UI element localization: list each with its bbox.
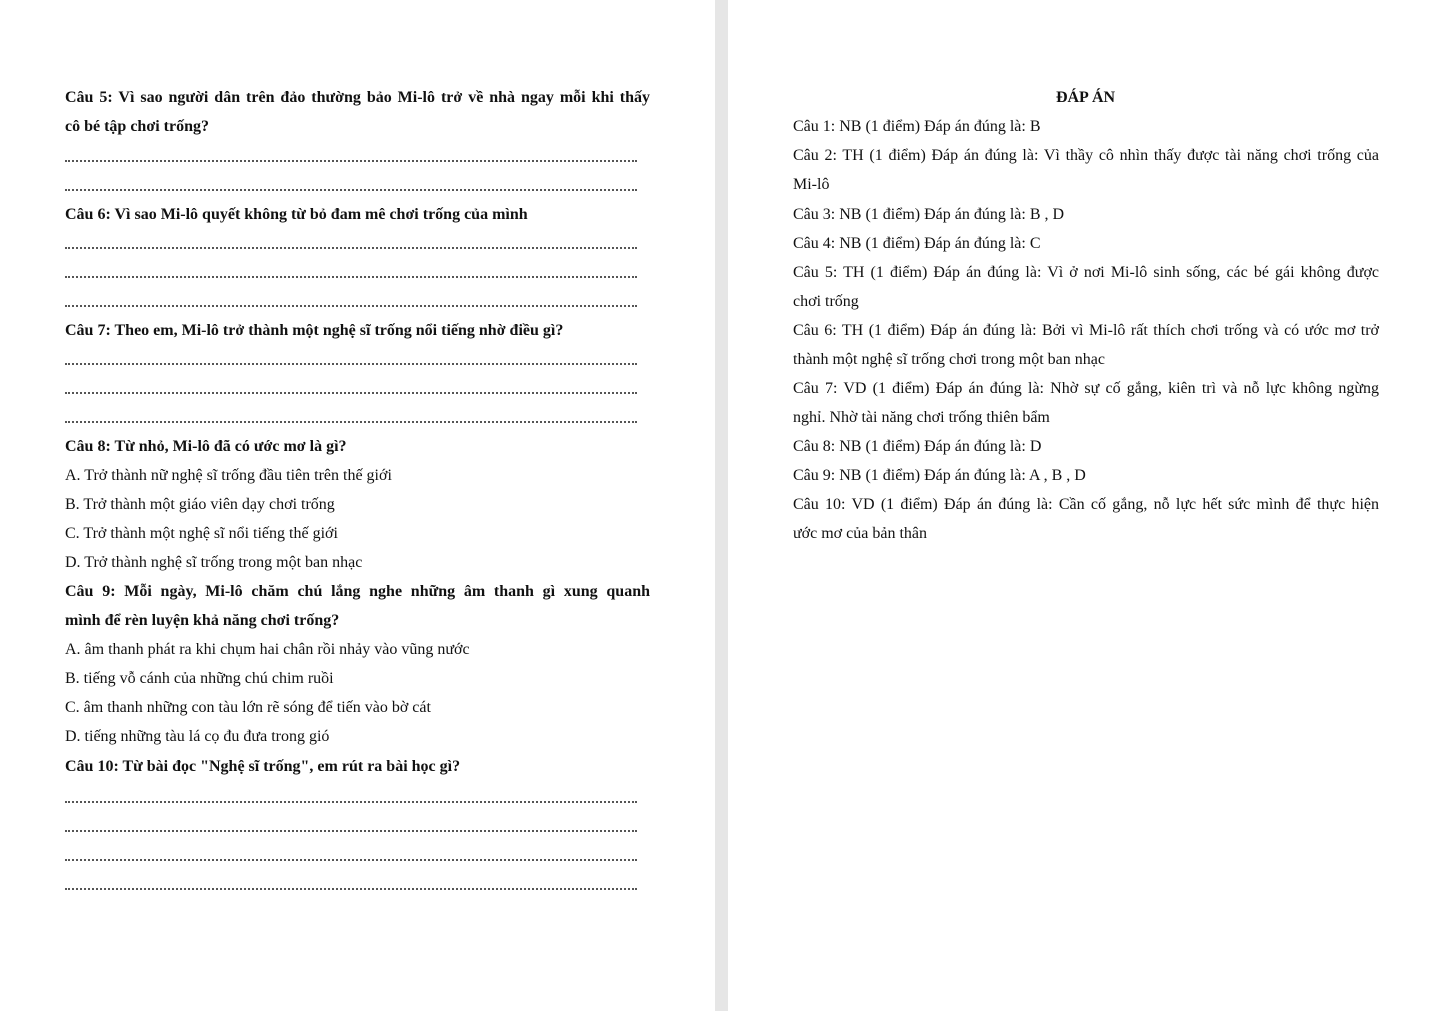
- question-9-option-c: C. âm thanh những con tàu lớn rẽ sóng để tiến vào bờ cát: [65, 699, 431, 716]
- answer-blank-line: [65, 820, 637, 832]
- question-10-title: Câu 10: Từ bài đọc "Nghệ sĩ trống", em rút ra bài học gì?: [65, 758, 461, 775]
- answer-item: Câu 6: TH (1 điểm) Đáp án đúng là: Bởi vì Mi-lô rất thích chơi trống và có ước mơ trở: [793, 322, 1379, 339]
- question-9-option-b: B. tiếng vỗ cánh của những chú chim ruồi: [65, 670, 334, 687]
- document-page-right: [728, 0, 1443, 1011]
- question-8-option-a: A. Trở thành nữ nghệ sĩ trống đầu tiên trên thế giới: [65, 467, 392, 484]
- document-page-left: [0, 0, 715, 1011]
- question-7-title: Câu 7: Theo em, Mi-lô trở thành một nghệ sĩ trống nổi tiếng nhờ điều gì?: [65, 322, 564, 339]
- answer-blank-line: [65, 849, 637, 861]
- answer-item-continuation: thành một nghệ sĩ trống chơi trong một ban nhạc: [793, 351, 1105, 368]
- answer-item: Câu 2: TH (1 điểm) Đáp án đúng là: Vì thầy cô nhìn thấy được tài năng chơi trống của: [793, 147, 1379, 164]
- question-9-title-line2: mình để rèn luyện khả năng chơi trống?: [65, 612, 340, 629]
- answer-blank-line: [65, 266, 637, 278]
- answer-item-continuation: nghỉ. Nhờ tài năng chơi trống thiên bẩm: [793, 409, 1050, 426]
- question-5-title-line2: cô bé tập chơi trống?: [65, 118, 209, 135]
- answer-blank-line: [65, 150, 637, 162]
- question-8-option-d: D. Trở thành nghệ sĩ trống trong một ban nhạc: [65, 554, 363, 571]
- question-9-title-line1: Câu 9: Mỗi ngày, Mi-lô chăm chú lắng nghe những âm thanh gì xung quanh: [65, 583, 650, 600]
- answer-blank-line: [65, 179, 637, 191]
- answer-blank-line: [65, 353, 637, 365]
- answer-item: Câu 3: NB (1 điểm) Đáp án đúng là: B , D: [793, 206, 1065, 223]
- answer-item: Câu 1: NB (1 điểm) Đáp án đúng là: B: [793, 118, 1041, 135]
- answer-blank-line: [65, 237, 637, 249]
- answer-item: Câu 10: VD (1 điểm) Đáp án đúng là: Cần cố gắng, nỗ lực hết sức mình để thực hiện: [793, 496, 1379, 513]
- answer-item: Câu 5: TH (1 điểm) Đáp án đúng là: Vì ở nơi Mi-lô sinh sống, các bé gái không được: [793, 264, 1379, 281]
- answer-item-continuation: chơi trống: [793, 293, 859, 310]
- answer-blank-line: [65, 382, 637, 394]
- question-6-title: Câu 6: Vì sao Mi-lô quyết không từ bỏ đam mê chơi trống của mình: [65, 206, 528, 223]
- answer-blank-line: [65, 878, 637, 890]
- answer-blank-line: [65, 791, 637, 803]
- answer-item: Câu 7: VD (1 điểm) Đáp án đúng là: Nhờ sự cố gắng, kiên trì và nỗ lực không ngừng: [793, 380, 1379, 397]
- answer-item: Câu 4: NB (1 điểm) Đáp án đúng là: C: [793, 235, 1041, 252]
- question-8-title: Câu 8: Từ nhỏ, Mi-lô đã có ước mơ là gì?: [65, 438, 347, 455]
- question-9-option-a: A. âm thanh phát ra khi chụm hai chân rồi nhảy vào vũng nước: [65, 641, 470, 658]
- question-9-option-d: D. tiếng những tàu lá cọ đu đưa trong gió: [65, 728, 330, 745]
- answer-item: Câu 9: NB (1 điểm) Đáp án đúng là: A , B , D: [793, 467, 1086, 484]
- question-5-title-line1: Câu 5: Vì sao người dân trên đảo thường bảo Mi-lô trở về nhà ngay mỗi khi thấy: [65, 89, 650, 106]
- answer-blank-line: [65, 295, 637, 307]
- answer-item-continuation: ước mơ của bản thân: [793, 525, 927, 542]
- answer-item-continuation: Mi-lô: [793, 176, 830, 193]
- answer-item: Câu 8: NB (1 điểm) Đáp án đúng là: D: [793, 438, 1042, 455]
- answer-key-heading: ĐÁP ÁN: [1055, 89, 1116, 106]
- question-8-option-b: B. Trở thành một giáo viên dạy chơi trống: [65, 496, 335, 513]
- question-8-option-c: C. Trở thành một nghệ sĩ nổi tiếng thế giới: [65, 525, 338, 542]
- answer-blank-line: [65, 411, 637, 423]
